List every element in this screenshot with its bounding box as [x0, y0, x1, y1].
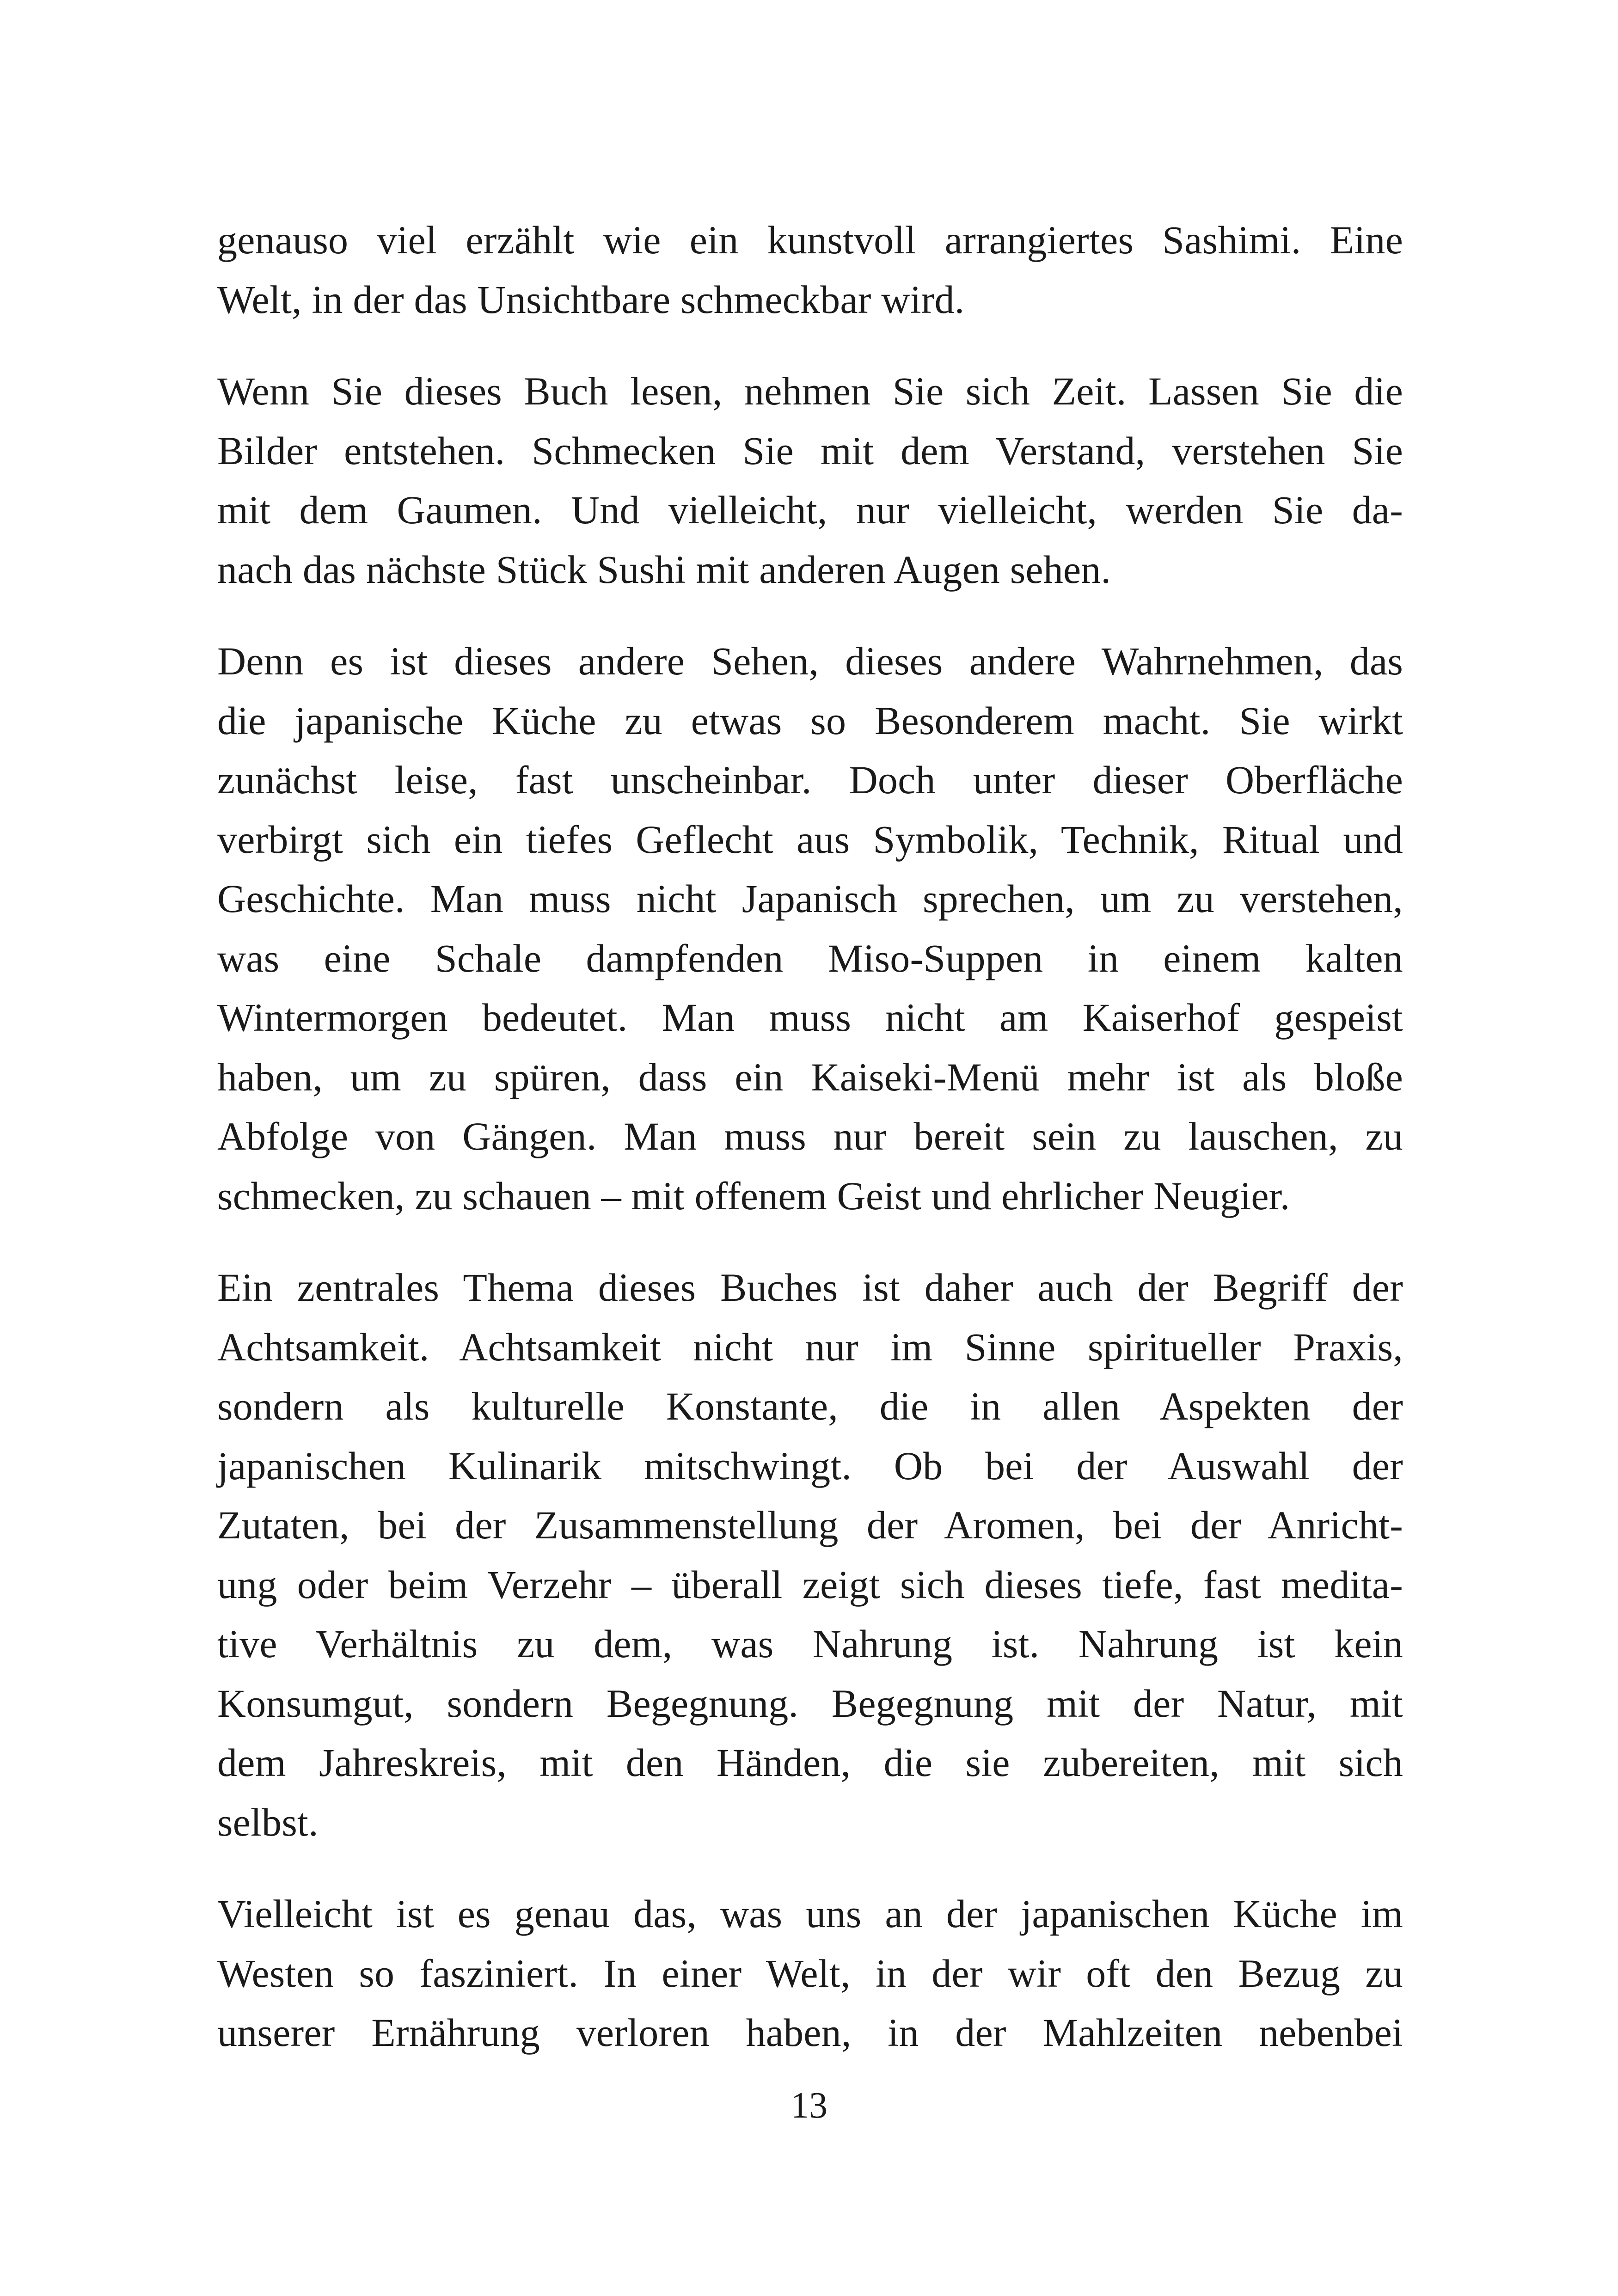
- paragraph: [217, 1258, 1403, 1852]
- text-line: mit dem Gaumen. Und vielleicht, nur vielleicht, werden Sie da-: [217, 488, 1403, 532]
- text-line: die japanische Küche zu etwas so Besonderem macht. Sie wirkt: [217, 698, 1403, 743]
- text-line: Bilder entstehen. Schmecken Sie mit dem Verstand, verstehen Sie: [217, 428, 1403, 473]
- text-line: Vielleicht ist es genau das, was uns an der japanischen Küche im: [217, 1892, 1403, 1936]
- text-line: zunächst leise, fast unscheinbar. Doch unter dieser Oberfläche: [217, 758, 1403, 802]
- page-number: 13: [791, 2085, 827, 2126]
- text-line: Wintermorgen bedeutet. Man muss nicht am Kaiserhof gespeist: [217, 995, 1403, 1040]
- text-line: Zutaten, bei der Zusammenstellung der Aromen, bei der Anricht-: [217, 1503, 1403, 1547]
- paragraph: [217, 361, 1403, 599]
- text-line: Wenn Sie dieses Buch lesen, nehmen Sie sich Zeit. Lassen Sie die: [217, 369, 1403, 413]
- text-line: genauso viel erzählt wie ein kunstvoll arrangiertes Sashimi. Eine: [217, 218, 1403, 262]
- paragraph: [217, 631, 1403, 1225]
- text-line: schmecken, zu schauen – mit offenem Geist und ehrlicher Neugier.: [217, 1173, 1290, 1218]
- text-line: haben, um zu spüren, dass ein Kaiseki-Menü mehr ist als bloße: [217, 1054, 1403, 1099]
- paragraph: [217, 210, 1403, 329]
- paragraph: [217, 1884, 1403, 2063]
- text-line: Konsumgut, sondern Begegnung. Begegnung mit der Natur, mit: [217, 1681, 1403, 1726]
- text-line: Ein zentrales Thema dieses Buches ist daher auch der Begriff der: [217, 1265, 1403, 1310]
- text-line: Denn es ist dieses andere Sehen, dieses andere Wahrnehmen, das: [217, 639, 1403, 683]
- text-line: unserer Ernährung verloren haben, in der Mahlzeiten nebenbei: [217, 2010, 1403, 2055]
- text-line: Welt, in der das Unsichtbare schmeckbar wird.: [217, 277, 965, 322]
- text-line: selbst.: [217, 1800, 319, 1844]
- text-line: was eine Schale dampfenden Miso-Suppen in einem kalten: [217, 936, 1403, 980]
- text-line: tive Verhältnis zu dem, was Nahrung ist. Nahrung ist kein: [217, 1622, 1403, 1666]
- text-line: Abfolge von Gängen. Man muss nur bereit sein zu lauschen, zu: [217, 1114, 1403, 1158]
- body-text: [217, 210, 1403, 2095]
- text-line: dem Jahreskreis, mit den Händen, die sie zubereiten, mit sich: [217, 1740, 1403, 1785]
- text-line: nach das nächste Stück Sushi mit anderen Augen sehen.: [217, 547, 1111, 592]
- text-line: verbirgt sich ein tiefes Geflecht aus Symbolik, Technik, Ritual und: [217, 817, 1403, 862]
- text-line: japanischen Kulinarik mitschwingt. Ob bei der Auswahl der: [217, 1443, 1403, 1488]
- text-line: Westen so fasziniert. In einer Welt, in der wir oft den Bezug zu: [217, 1951, 1403, 1996]
- text-line: ung oder beim Verzehr – überall zeigt sich dieses tiefe, fast medita-: [217, 1562, 1403, 1607]
- text-line: sondern als kulturelle Konstante, die in allen Aspekten der: [217, 1384, 1403, 1428]
- text-line: Geschichte. Man muss nicht Japanisch sprechen, um zu verstehen,: [217, 876, 1403, 921]
- text-line: Achtsamkeit. Achtsamkeit nicht nur im Sinne spiritueller Praxis,: [217, 1324, 1403, 1369]
